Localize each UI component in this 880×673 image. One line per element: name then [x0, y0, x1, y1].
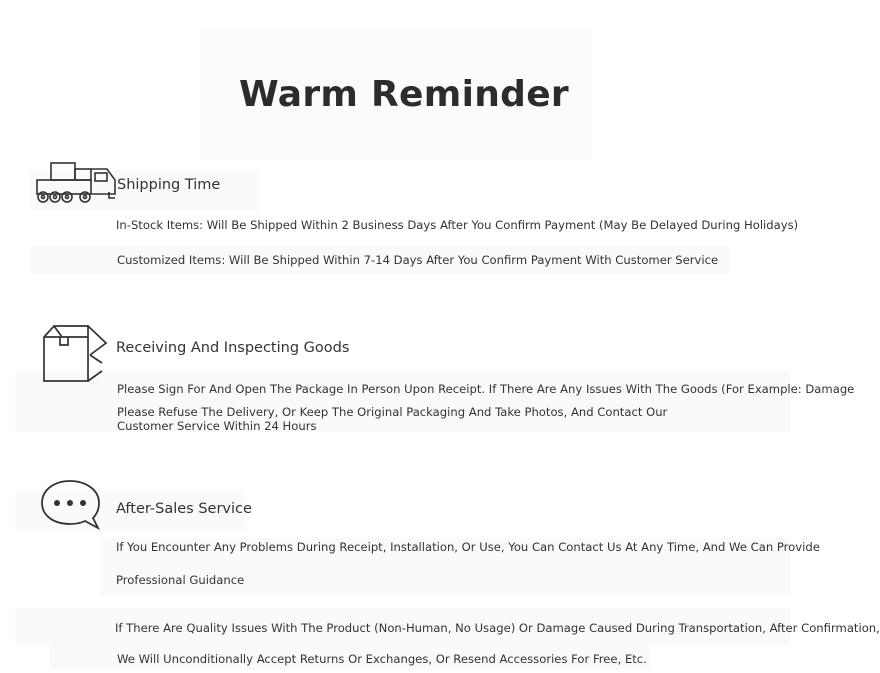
section-text-line: In-Stock Items: Will Be Shipped Within 2 Business Days After You Confirm Payment (May Be Delayed During Holidays): [116, 218, 799, 232]
section-text-line: If You Encounter Any Problems During Receipt, Installation, Or Use, You Can Contact Us At Any Time, And We Can Provide: [116, 540, 820, 554]
box-icon: [40, 323, 112, 389]
section-heading-receiving-goods: Receiving And Inspecting Goods: [116, 340, 350, 356]
section-heading-shipping-time: Shipping Time: [117, 177, 221, 193]
section-text-line: Please Refuse The Delivery, Or Keep The Original Packaging And Take Photos, And Contact Our Customer Service Within 24 Hours: [117, 405, 668, 433]
section-text-line: We Will Unconditionally Accept Returns Or Exchanges, Or Resend Accessories For Free, Etc.: [117, 652, 647, 666]
chat-bubble-icon: [40, 478, 102, 532]
section-text-line: Please Sign For And Open The Package In Person Upon Receipt. If There Are Any Issues With The Goods (For Example: Damage: [117, 382, 855, 396]
section-text-line: Customized Items: Will Be Shipped Within 7-14 Days After You Confirm Payment With Customer Service: [117, 253, 719, 267]
section-text-line: If There Are Quality Issues With The Product (Non-Human, No Usage) Or Damage Caused During Transportation, After Confirmation,: [115, 621, 880, 635]
section-text-line: Professional Guidance: [116, 573, 245, 587]
section-heading-after-sales: After-Sales Service: [116, 501, 252, 517]
truck-icon: [33, 160, 119, 206]
page-title: Warm Reminder: [239, 74, 569, 115]
